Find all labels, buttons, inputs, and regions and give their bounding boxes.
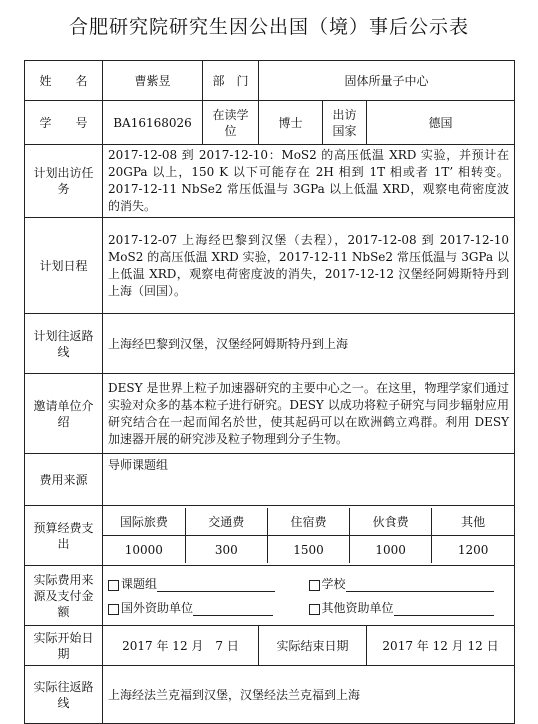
budget-cell	[103, 506, 515, 566]
name-label: 姓 名	[25, 61, 103, 101]
inviter-text: DESY 是世界上粒子加速器研究的主要中心之一。在这里，物理学家们通过实验对众多的基本粒子进行研究。DESY 以成功将粒子研究与同步辐射应用研究结合在一起而闻名於世，使其起码可以在欧洲鹤立鸡群。利用 DESY 加速器开展的研究涉及粒子物理到分子生物。	[103, 374, 515, 454]
row-schedule	[25, 218, 515, 314]
row-budget	[25, 506, 515, 566]
row-route-plan	[25, 314, 515, 374]
route-actual-text: 上海经法兰克福到汉堡，汉堡经法兰克福到上海	[103, 666, 515, 724]
row-funding-source	[25, 454, 515, 506]
disclosure-form	[24, 60, 515, 724]
actual-funding-cell	[103, 566, 515, 626]
inviter-label: 邀请单位介 绍	[25, 374, 103, 454]
funding-source-label: 费用来源	[25, 454, 103, 506]
checkbox-other-sponsor[interactable]	[309, 604, 320, 615]
budget-value-travel: 10000	[103, 536, 185, 564]
budget-header-meals: 伙食费	[350, 508, 432, 536]
budget-value-other: 1200	[432, 536, 514, 564]
checkbox-project-group[interactable]	[108, 580, 119, 591]
student-id-label: 学 号	[25, 101, 103, 145]
checkbox-foreign-sponsor[interactable]	[108, 604, 119, 615]
actual-funding-label: 实际费用来源及支付金额	[25, 566, 103, 626]
amount-field-foreign-sponsor[interactable]	[193, 602, 273, 616]
row-name	[25, 61, 515, 101]
budget-header-transport: 交通费	[185, 508, 267, 536]
schedule-label: 计划日程	[25, 218, 103, 314]
opt-project-group-label: 课题组	[121, 577, 158, 591]
budget-table	[103, 508, 514, 563]
end-date-value: 2017 年 12 月 12 日	[367, 626, 515, 666]
start-date-label: 实际开始日期	[25, 626, 103, 666]
country-label: 出访国家	[323, 101, 367, 145]
route-actual-label: 实际往返路线	[25, 666, 103, 724]
budget-value-lodging: 1500	[267, 536, 349, 564]
checkbox-school[interactable]	[309, 580, 320, 591]
task-text: 2017-12-08 到 2017-12-10：MoS2 的高压低温 XRD 实验，并预计在 20GPa 以上，150 K 以下可能存在 2H 相到 1T 相或者 1T’ 相转变。2017-12-11 NbSe2 常压低温与 3GPa 以上低温 XRD，观察电荷密度波的消失。	[103, 145, 515, 218]
amount-field-project-group[interactable]	[157, 578, 275, 592]
row-inviter	[25, 374, 515, 454]
budget-header-lodging: 住宿费	[267, 508, 349, 536]
row-id	[25, 101, 515, 145]
degree-label: 在读学位	[203, 101, 259, 145]
row-dates	[25, 626, 515, 666]
route-plan-text: 上海经巴黎到汉堡，汉堡经阿姆斯特丹到上海	[103, 314, 515, 374]
budget-value-meals: 1000	[350, 536, 432, 564]
row-task	[25, 145, 515, 218]
row-actual-funding	[25, 566, 515, 626]
budget-header-other: 其他	[432, 508, 514, 536]
name-value: 曹紫昱	[103, 61, 203, 101]
funding-source-text: 导师课题组	[103, 454, 515, 506]
budget-value-row	[103, 536, 514, 564]
row-route-actual	[25, 666, 515, 724]
dept-value: 固体所量子中心	[259, 61, 515, 101]
opt-school-label: 学校	[321, 577, 346, 591]
schedule-text: 2017-12-07 上海经巴黎到汉堡（去程），2017-12-08 到 2017-12-10 MoS2 的高压低温 XRD 实验，2017-12-11 NbSe2 常压低温与 3GPa 以上低温 XRD，观察电荷密度波的消失，2017-12-12 汉堡经阿姆斯特丹到上海（回国）。	[103, 218, 515, 314]
budget-header-row	[103, 508, 514, 536]
amount-field-other-sponsor[interactable]	[394, 602, 494, 616]
amount-field-school[interactable]	[346, 578, 494, 592]
opt-other-sponsor-label: 其他资助单位	[321, 601, 394, 615]
country-value: 德国	[367, 101, 515, 145]
opt-foreign-sponsor-label: 国外资助单位	[121, 601, 194, 615]
page-title: 合肥研究院研究生因公出国（境）事后公示表	[68, 16, 469, 38]
budget-header-travel: 国际旅费	[103, 508, 185, 536]
budget-value-transport: 300	[185, 536, 267, 564]
start-date-value: 2017 年 12 月 7 日	[103, 626, 259, 666]
degree-value: 博士	[259, 101, 323, 145]
budget-label: 预算经费支出	[25, 506, 103, 566]
student-id-value: BA16168026	[103, 101, 203, 145]
dept-label: 部 门	[203, 61, 259, 101]
end-date-label: 实际结束日期	[259, 626, 367, 666]
task-label: 计划出访任务	[25, 145, 103, 218]
route-plan-label: 计划往返路线	[25, 314, 103, 374]
